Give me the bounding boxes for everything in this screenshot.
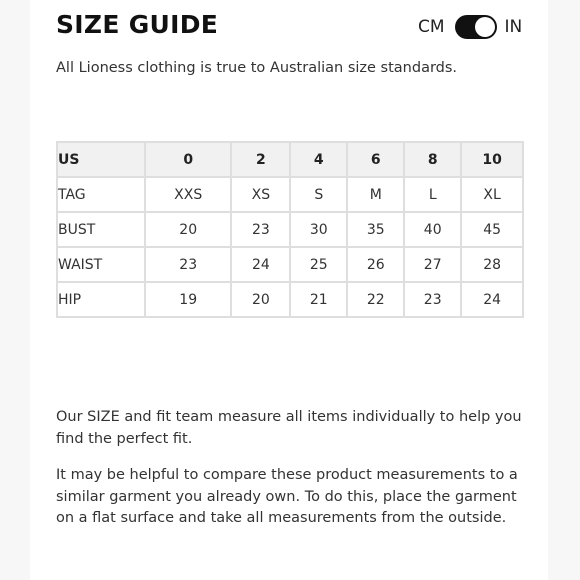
table-header-row: [57, 142, 523, 177]
unit-label-cm[interactable]: CM: [418, 17, 445, 37]
table-cell: 24: [461, 282, 523, 317]
table-cell: 30: [290, 212, 347, 247]
table-cell: 40: [404, 212, 461, 247]
table-cell: 23: [231, 212, 290, 247]
table-cell: S: [290, 177, 347, 212]
table-row: [57, 212, 523, 247]
row-header: HIP: [57, 282, 145, 317]
table-cell: 45: [461, 212, 523, 247]
table-cell: 23: [145, 247, 231, 282]
column-header: 2: [231, 142, 290, 177]
table-cell: M: [347, 177, 404, 212]
table-cell: 21: [290, 282, 347, 317]
column-header: US: [57, 142, 145, 177]
fit-team-paragraph: Our SIZE and fit team measure all items individually to help you find the perfect fit.: [56, 409, 522, 447]
column-header: 4: [290, 142, 347, 177]
column-header: 6: [347, 142, 404, 177]
table-cell: 26: [347, 247, 404, 282]
table-cell: XL: [461, 177, 523, 212]
table-cell: 23: [404, 282, 461, 317]
measurement-tip-paragraph: It may be helpful to compare these product measurements to a similar garment you already own. To do this, place the garment on a flat surface and take all measurements from the outside.: [56, 467, 518, 526]
column-header: 8: [404, 142, 461, 177]
column-header: 0: [145, 142, 231, 177]
table-cell: 25: [290, 247, 347, 282]
table-cell: 20: [231, 282, 290, 317]
table-cell: L: [404, 177, 461, 212]
row-header: WAIST: [57, 247, 145, 282]
table-cell: 22: [347, 282, 404, 317]
switch-knob: [475, 17, 495, 37]
unit-toggle: [418, 13, 522, 41]
table-cell: 35: [347, 212, 404, 247]
column-header: 10: [461, 142, 523, 177]
unit-label-in[interactable]: IN: [504, 17, 523, 37]
unit-switch[interactable]: [455, 15, 497, 39]
table-row: [57, 177, 523, 212]
size-standard-note: All Lioness clothing is true to Australian size standards.: [56, 60, 458, 76]
size-table: [56, 141, 524, 318]
row-header: BUST: [57, 212, 145, 247]
table-cell: 19: [145, 282, 231, 317]
table-cell: XS: [231, 177, 290, 212]
page-title: SIZE GUIDE: [56, 10, 219, 39]
table-cell: 27: [404, 247, 461, 282]
table-cell: 28: [461, 247, 523, 282]
table-cell: 20: [145, 212, 231, 247]
table-row: [57, 282, 523, 317]
table-row: [57, 247, 523, 282]
table-cell: 24: [231, 247, 290, 282]
row-header: TAG: [57, 177, 145, 212]
table-cell: XXS: [145, 177, 231, 212]
